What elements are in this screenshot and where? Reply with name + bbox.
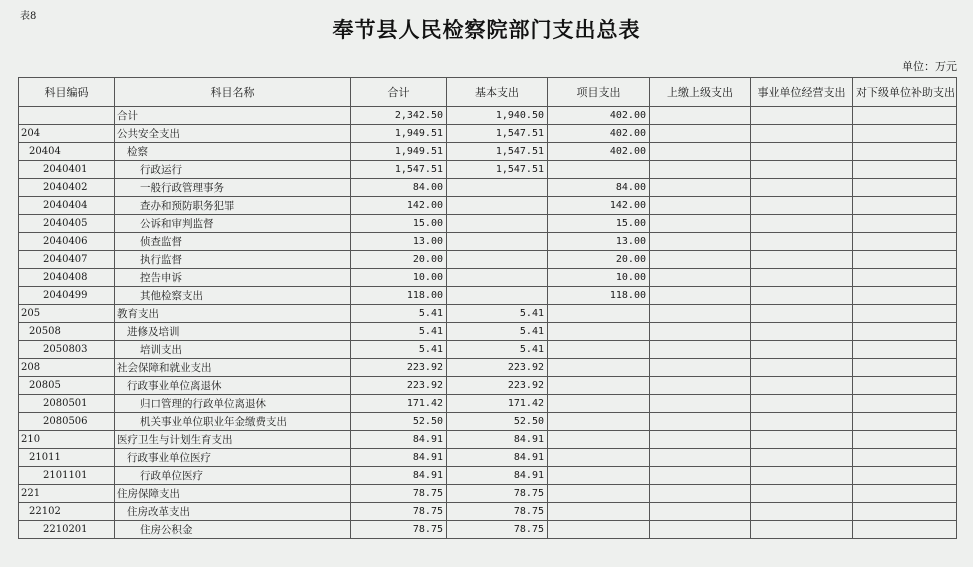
- upper-level-payment-cell: [650, 485, 751, 503]
- subsidy-to-subordinate-cell: [853, 179, 957, 197]
- subsidy-to-subordinate-cell: [853, 323, 957, 341]
- table-row: [19, 521, 957, 539]
- table-row: [19, 269, 957, 287]
- item-name-cell: 其他检察支出: [115, 287, 351, 305]
- item-name-cell: 行政运行: [115, 161, 351, 179]
- item-code-cell: 20508: [19, 323, 115, 341]
- upper-level-payment-cell: [650, 197, 751, 215]
- page-title: 奉节县人民检察院部门支出总表: [332, 18, 641, 42]
- subsidy-to-subordinate-cell: [853, 197, 957, 215]
- item-code-cell: 221: [19, 485, 115, 503]
- item-code-cell: 21011: [19, 449, 115, 467]
- business-operation-cell: [751, 179, 853, 197]
- project-expenditure-cell: [548, 485, 650, 503]
- basic-expenditure-cell: 1,547.51: [447, 143, 548, 161]
- column-header: 事业单位经营支出: [751, 78, 853, 107]
- upper-level-payment-cell: [650, 125, 751, 143]
- subsidy-to-subordinate-cell: [853, 341, 957, 359]
- upper-level-payment-cell: [650, 413, 751, 431]
- item-code-cell: 208: [19, 359, 115, 377]
- subsidy-to-subordinate-cell: [853, 269, 957, 287]
- item-name-cell: 住房保障支出: [115, 485, 351, 503]
- project-expenditure-cell: 20.00: [548, 251, 650, 269]
- upper-level-payment-cell: [650, 107, 751, 125]
- business-operation-cell: [751, 431, 853, 449]
- upper-level-payment-cell: [650, 377, 751, 395]
- basic-expenditure-cell: 1,547.51: [447, 125, 548, 143]
- project-expenditure-cell: [548, 323, 650, 341]
- item-code-cell: 2101101: [19, 467, 115, 485]
- table-row: [19, 125, 957, 143]
- upper-level-payment-cell: [650, 449, 751, 467]
- upper-level-payment-cell: [650, 467, 751, 485]
- total-cell: 2,342.50: [351, 107, 447, 125]
- project-expenditure-cell: [548, 413, 650, 431]
- item-code-cell: 2050803: [19, 341, 115, 359]
- basic-expenditure-cell: 5.41: [447, 305, 548, 323]
- total-cell: 142.00: [351, 197, 447, 215]
- business-operation-cell: [751, 251, 853, 269]
- item-code-cell: 2040405: [19, 215, 115, 233]
- table-row: [19, 395, 957, 413]
- table-row: [19, 197, 957, 215]
- total-cell: 1,949.51: [351, 143, 447, 161]
- table-row: [19, 179, 957, 197]
- business-operation-cell: [751, 323, 853, 341]
- project-expenditure-cell: [548, 395, 650, 413]
- upper-level-payment-cell: [650, 395, 751, 413]
- total-cell: 5.41: [351, 323, 447, 341]
- table-row: [19, 359, 957, 377]
- business-operation-cell: [751, 197, 853, 215]
- item-code-cell: 2080506: [19, 413, 115, 431]
- business-operation-cell: [751, 449, 853, 467]
- total-cell: 118.00: [351, 287, 447, 305]
- total-cell: 223.92: [351, 377, 447, 395]
- item-code-cell: [19, 107, 115, 125]
- project-expenditure-cell: [548, 377, 650, 395]
- project-expenditure-cell: [548, 431, 650, 449]
- table-row: [19, 413, 957, 431]
- upper-level-payment-cell: [650, 359, 751, 377]
- item-code-cell: 2040407: [19, 251, 115, 269]
- item-code-cell: 22102: [19, 503, 115, 521]
- total-cell: 13.00: [351, 233, 447, 251]
- item-name-cell: 医疗卫生与计划生育支出: [115, 431, 351, 449]
- table-row: [19, 503, 957, 521]
- project-expenditure-cell: [548, 305, 650, 323]
- item-name-cell: 行政事业单位医疗: [115, 449, 351, 467]
- table-row: [19, 449, 957, 467]
- item-name-cell: 合计: [115, 107, 351, 125]
- column-header: 上缴上级支出: [650, 78, 751, 107]
- table-row: [19, 377, 957, 395]
- basic-expenditure-cell: 1,547.51: [447, 161, 548, 179]
- subsidy-to-subordinate-cell: [853, 413, 957, 431]
- table-row: [19, 215, 957, 233]
- basic-expenditure-cell: [447, 179, 548, 197]
- table-row: [19, 485, 957, 503]
- business-operation-cell: [751, 305, 853, 323]
- item-name-cell: 执行监督: [115, 251, 351, 269]
- business-operation-cell: [751, 233, 853, 251]
- project-expenditure-cell: 118.00: [548, 287, 650, 305]
- item-name-cell: 公诉和审判监督: [115, 215, 351, 233]
- subsidy-to-subordinate-cell: [853, 503, 957, 521]
- item-name-cell: 公共安全支出: [115, 125, 351, 143]
- business-operation-cell: [751, 413, 853, 431]
- table-row: [19, 233, 957, 251]
- business-operation-cell: [751, 269, 853, 287]
- business-operation-cell: [751, 161, 853, 179]
- table-body: [19, 107, 957, 539]
- total-cell: 52.50: [351, 413, 447, 431]
- item-code-cell: 2040406: [19, 233, 115, 251]
- total-cell: 1,949.51: [351, 125, 447, 143]
- column-header: 项目支出: [548, 78, 650, 107]
- project-expenditure-cell: 402.00: [548, 125, 650, 143]
- basic-expenditure-cell: 171.42: [447, 395, 548, 413]
- subsidy-to-subordinate-cell: [853, 377, 957, 395]
- total-cell: 78.75: [351, 503, 447, 521]
- project-expenditure-cell: 84.00: [548, 179, 650, 197]
- item-name-cell: 住房改革支出: [115, 503, 351, 521]
- subsidy-to-subordinate-cell: [853, 251, 957, 269]
- item-name-cell: 一般行政管理事务: [115, 179, 351, 197]
- project-expenditure-cell: [548, 341, 650, 359]
- subsidy-to-subordinate-cell: [853, 467, 957, 485]
- total-cell: 20.00: [351, 251, 447, 269]
- project-expenditure-cell: [548, 503, 650, 521]
- total-cell: 5.41: [351, 341, 447, 359]
- subsidy-to-subordinate-cell: [853, 233, 957, 251]
- total-cell: 223.92: [351, 359, 447, 377]
- item-code-cell: 210: [19, 431, 115, 449]
- upper-level-payment-cell: [650, 143, 751, 161]
- business-operation-cell: [751, 287, 853, 305]
- basic-expenditure-cell: 84.91: [447, 467, 548, 485]
- item-name-cell: 社会保障和就业支出: [115, 359, 351, 377]
- item-name-cell: 培训支出: [115, 341, 351, 359]
- project-expenditure-cell: 402.00: [548, 107, 650, 125]
- business-operation-cell: [751, 107, 853, 125]
- table-row: [19, 341, 957, 359]
- upper-level-payment-cell: [650, 323, 751, 341]
- business-operation-cell: [751, 503, 853, 521]
- total-cell: 15.00: [351, 215, 447, 233]
- business-operation-cell: [751, 125, 853, 143]
- upper-level-payment-cell: [650, 287, 751, 305]
- table-header-row: [19, 78, 957, 107]
- total-cell: 84.91: [351, 431, 447, 449]
- upper-level-payment-cell: [650, 269, 751, 287]
- total-cell: 78.75: [351, 521, 447, 539]
- basic-expenditure-cell: [447, 251, 548, 269]
- total-cell: 84.91: [351, 467, 447, 485]
- column-header: 科目名称: [115, 78, 351, 107]
- business-operation-cell: [751, 215, 853, 233]
- business-operation-cell: [751, 359, 853, 377]
- item-code-cell: 204: [19, 125, 115, 143]
- subsidy-to-subordinate-cell: [853, 143, 957, 161]
- item-name-cell: 侦查监督: [115, 233, 351, 251]
- item-name-cell: 进修及培训: [115, 323, 351, 341]
- item-name-cell: 行政单位医疗: [115, 467, 351, 485]
- item-name-cell: 教育支出: [115, 305, 351, 323]
- business-operation-cell: [751, 395, 853, 413]
- column-header: 科目编码: [19, 78, 115, 107]
- basic-expenditure-cell: 1,940.50: [447, 107, 548, 125]
- item-name-cell: 归口管理的行政单位离退休: [115, 395, 351, 413]
- subsidy-to-subordinate-cell: [853, 485, 957, 503]
- upper-level-payment-cell: [650, 179, 751, 197]
- business-operation-cell: [751, 485, 853, 503]
- table-row: [19, 323, 957, 341]
- table-row: [19, 143, 957, 161]
- total-cell: 84.91: [351, 449, 447, 467]
- unit-label: 单位：万元: [902, 60, 957, 73]
- subsidy-to-subordinate-cell: [853, 521, 957, 539]
- item-code-cell: 2210201: [19, 521, 115, 539]
- basic-expenditure-cell: 78.75: [447, 521, 548, 539]
- upper-level-payment-cell: [650, 521, 751, 539]
- basic-expenditure-cell: 223.92: [447, 377, 548, 395]
- item-code-cell: 2040401: [19, 161, 115, 179]
- subsidy-to-subordinate-cell: [853, 287, 957, 305]
- item-code-cell: 20805: [19, 377, 115, 395]
- subsidy-to-subordinate-cell: [853, 395, 957, 413]
- table-row: [19, 287, 957, 305]
- item-code-cell: 2040408: [19, 269, 115, 287]
- subsidy-to-subordinate-cell: [853, 125, 957, 143]
- item-code-cell: 20404: [19, 143, 115, 161]
- upper-level-payment-cell: [650, 431, 751, 449]
- table-row: [19, 161, 957, 179]
- item-code-cell: 2080501: [19, 395, 115, 413]
- column-header: 合计: [351, 78, 447, 107]
- subsidy-to-subordinate-cell: [853, 449, 957, 467]
- project-expenditure-cell: 142.00: [548, 197, 650, 215]
- basic-expenditure-cell: [447, 233, 548, 251]
- item-code-cell: 2040404: [19, 197, 115, 215]
- upper-level-payment-cell: [650, 305, 751, 323]
- total-cell: 78.75: [351, 485, 447, 503]
- subsidy-to-subordinate-cell: [853, 431, 957, 449]
- business-operation-cell: [751, 341, 853, 359]
- table-row: [19, 251, 957, 269]
- project-expenditure-cell: 10.00: [548, 269, 650, 287]
- upper-level-payment-cell: [650, 161, 751, 179]
- basic-expenditure-cell: 84.91: [447, 449, 548, 467]
- table-row: [19, 305, 957, 323]
- item-code-cell: 2040499: [19, 287, 115, 305]
- subsidy-to-subordinate-cell: [853, 161, 957, 179]
- project-expenditure-cell: 15.00: [548, 215, 650, 233]
- project-expenditure-cell: [548, 161, 650, 179]
- table-row: [19, 467, 957, 485]
- table-row: [19, 431, 957, 449]
- basic-expenditure-cell: [447, 215, 548, 233]
- subsidy-to-subordinate-cell: [853, 359, 957, 377]
- column-header: 基本支出: [447, 78, 548, 107]
- project-expenditure-cell: 402.00: [548, 143, 650, 161]
- basic-expenditure-cell: 223.92: [447, 359, 548, 377]
- business-operation-cell: [751, 377, 853, 395]
- basic-expenditure-cell: 78.75: [447, 485, 548, 503]
- table-number: 表8: [20, 11, 37, 22]
- basic-expenditure-cell: 52.50: [447, 413, 548, 431]
- total-cell: 10.00: [351, 269, 447, 287]
- basic-expenditure-cell: 5.41: [447, 341, 548, 359]
- item-code-cell: 2040402: [19, 179, 115, 197]
- basic-expenditure-cell: 78.75: [447, 503, 548, 521]
- upper-level-payment-cell: [650, 215, 751, 233]
- basic-expenditure-cell: [447, 269, 548, 287]
- item-name-cell: 行政事业单位离退休: [115, 377, 351, 395]
- basic-expenditure-cell: 5.41: [447, 323, 548, 341]
- subsidy-to-subordinate-cell: [853, 305, 957, 323]
- business-operation-cell: [751, 467, 853, 485]
- item-name-cell: 机关事业单位职业年金缴费支出: [115, 413, 351, 431]
- project-expenditure-cell: 13.00: [548, 233, 650, 251]
- basic-expenditure-cell: [447, 287, 548, 305]
- table-row: [19, 107, 957, 125]
- project-expenditure-cell: [548, 449, 650, 467]
- item-code-cell: 205: [19, 305, 115, 323]
- item-name-cell: 检察: [115, 143, 351, 161]
- item-name-cell: 住房公积金: [115, 521, 351, 539]
- item-name-cell: 控告申诉: [115, 269, 351, 287]
- total-cell: 171.42: [351, 395, 447, 413]
- subsidy-to-subordinate-cell: [853, 215, 957, 233]
- project-expenditure-cell: [548, 467, 650, 485]
- upper-level-payment-cell: [650, 233, 751, 251]
- upper-level-payment-cell: [650, 251, 751, 269]
- business-operation-cell: [751, 521, 853, 539]
- expenditure-table: [18, 77, 957, 539]
- total-cell: 1,547.51: [351, 161, 447, 179]
- subsidy-to-subordinate-cell: [853, 107, 957, 125]
- project-expenditure-cell: [548, 359, 650, 377]
- column-header: 对下级单位补助支出: [853, 78, 957, 107]
- basic-expenditure-cell: 84.91: [447, 431, 548, 449]
- business-operation-cell: [751, 143, 853, 161]
- total-cell: 84.00: [351, 179, 447, 197]
- item-name-cell: 查办和预防职务犯罪: [115, 197, 351, 215]
- total-cell: 5.41: [351, 305, 447, 323]
- upper-level-payment-cell: [650, 341, 751, 359]
- project-expenditure-cell: [548, 521, 650, 539]
- upper-level-payment-cell: [650, 503, 751, 521]
- basic-expenditure-cell: [447, 197, 548, 215]
